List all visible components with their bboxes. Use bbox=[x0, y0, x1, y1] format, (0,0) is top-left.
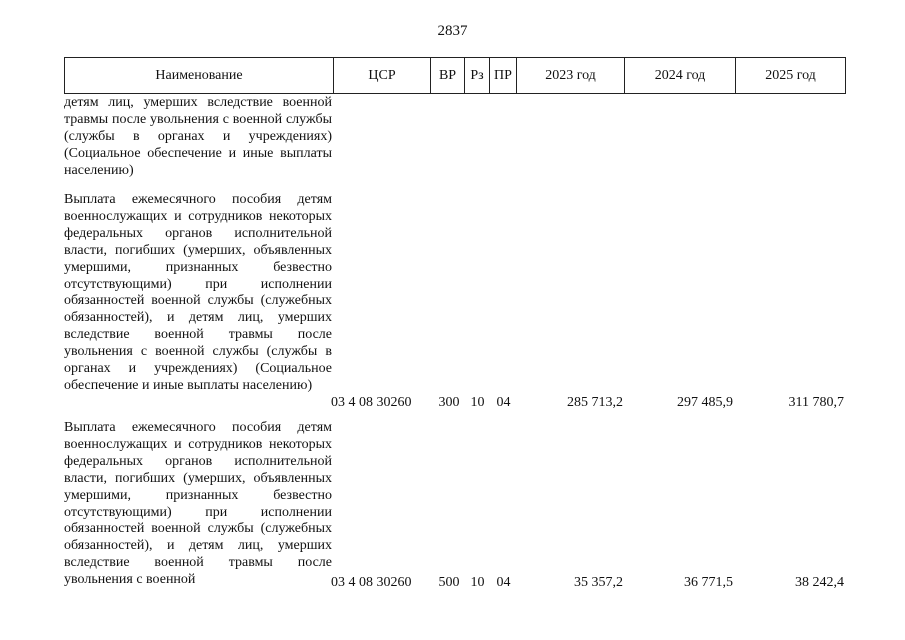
row-vr: 300 bbox=[438, 395, 460, 410]
page-number: 2837 bbox=[437, 23, 468, 39]
row-2024: 297 485,9 bbox=[677, 395, 733, 410]
row-pr: 04 bbox=[496, 575, 511, 590]
header-2023: 2023 год bbox=[517, 57, 625, 94]
header-pr: ПР bbox=[490, 57, 517, 94]
row-vr: 500 bbox=[438, 575, 460, 590]
row-pr: 04 bbox=[496, 395, 511, 410]
header-csr: ЦСР bbox=[334, 57, 431, 94]
row-2023: 285 713,2 bbox=[567, 395, 623, 410]
header-rz: Рз bbox=[465, 57, 490, 94]
header-name: Наименование bbox=[64, 57, 334, 94]
row-2023: 35 357,2 bbox=[574, 575, 623, 590]
header-2025: 2025 год bbox=[736, 57, 846, 94]
header-vr: ВР bbox=[431, 57, 465, 94]
row-csr: 03 4 08 30260 bbox=[331, 575, 412, 590]
row-2024: 36 771,5 bbox=[684, 575, 733, 590]
row-name: Выплата ежемесячного пособия детям военнослужащих и сотрудников некоторых федеральных органов исполнительной власти, погибших (умерших, объявленных умершими, признанных безвестно отсутствующими) при исполнении обязанностей военной службы (служебных обязанностей), и детям лиц, умерших вследствие военной травмы после увольнения с военной bbox=[64, 420, 332, 588]
row-rz: 10 bbox=[470, 575, 485, 590]
row-csr: 03 4 08 30260 bbox=[331, 395, 412, 410]
row-name: Выплата ежемесячного пособия детям военнослужащих и сотрудников некоторых федеральных органов исполнительной власти, погибших (умерших, объявленных умершими, признанных безвестно отсутствующими) при исполнении обязанностей военной службы (служебных обязанностей), и детям лиц, умерших вследствие военной травмы после увольнения с военной службы (службы в органах и учреждениях) (Социальное обеспечение и иные выплаты населению) bbox=[64, 192, 332, 393]
row-name: детям лиц, умерших вследствие военной травмы после увольнения с военной службы (службы в органах и учреждениях) (Социальное обеспечение и иные выплаты населению) bbox=[64, 95, 332, 178]
row-rz: 10 bbox=[470, 395, 485, 410]
row-2025: 38 242,4 bbox=[795, 575, 844, 590]
header-2024: 2024 год bbox=[625, 57, 736, 94]
row-2025: 311 780,7 bbox=[788, 395, 844, 410]
